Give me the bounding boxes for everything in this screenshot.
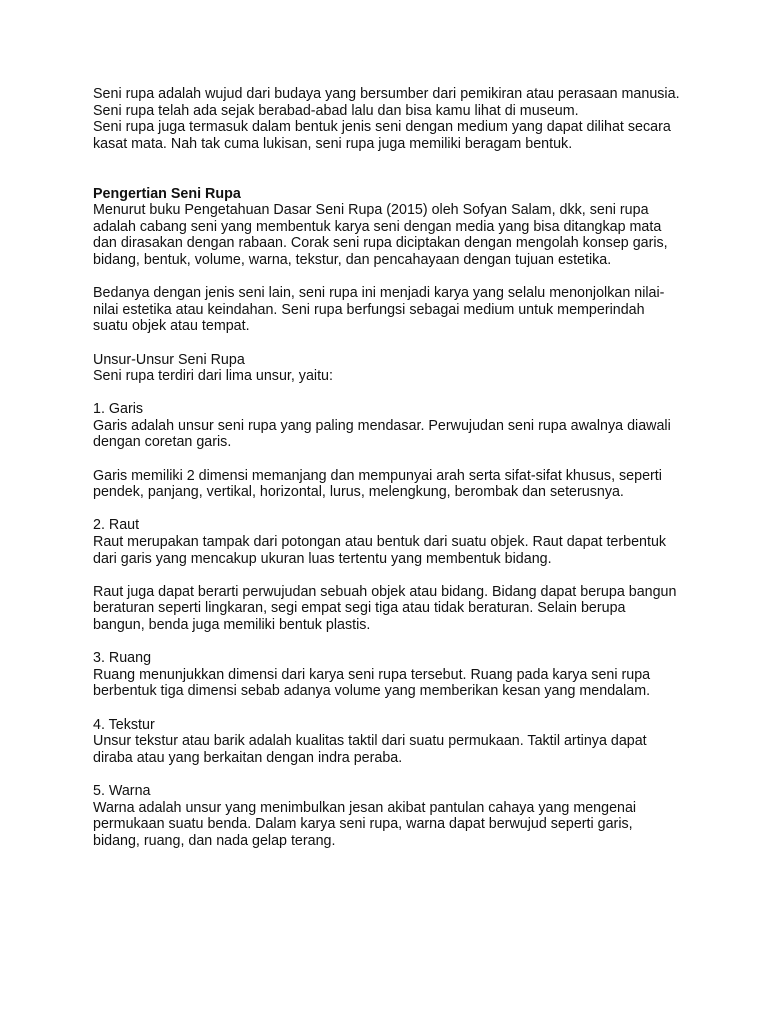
text-line: Garis adalah unsur seni rupa yang paling mendasar. Perwujudan seni rupa awalnya diawali [93, 417, 671, 434]
text-line: adalah cabang seni yang membentuk karya seni dengan media yang bisa ditangkap mata [93, 218, 662, 235]
text-line: kasat mata. Nah tak cuma lukisan, seni rupa juga memiliki beragam bentuk. [93, 135, 573, 152]
document-body [93, 86, 693, 849]
item-heading-garis: 1. Garis [93, 401, 144, 418]
text-line: Warna adalah unsur yang menimbulkan jesan akibat pantulan cahaya yang mengenai [93, 799, 637, 816]
text-line: Seni rupa adalah wujud dari budaya yang bersumber dari pemikiran atau perasaan manusia. [93, 86, 680, 102]
item-heading-ruang: 3. Ruang [93, 650, 152, 667]
text-line: Seni rupa juga termasuk dalam bentuk jenis seni dengan medium yang dapat dilihat secara [93, 119, 671, 136]
text-line: Unsur tekstur atau barik adalah kualitas taktil dari suatu permukaan. Taktil artinya dapat [93, 733, 647, 750]
section-heading-pengertian: Pengertian Seni Rupa [93, 185, 241, 202]
text-line: suatu objek atau tempat. [93, 318, 250, 335]
text-line: Raut merupakan tampak dari potongan atau bentuk dari suatu objek. Raut dapat terbentuk [93, 534, 667, 551]
text-line: bidang, ruang, dan nada gelap terang. [93, 832, 336, 849]
text-line: permukaan suatu benda. Dalam karya seni rupa, warna dapat berwujud seperti garis, [93, 816, 633, 833]
text-line: dari garis yang mencakup ukuran luas tertentu yang membentuk bidang. [93, 550, 552, 567]
garis-paragraph-2 [93, 468, 693, 501]
raut-paragraph-2 [93, 584, 693, 634]
difference-paragraph [93, 285, 693, 335]
item-heading-tekstur: 4. Tekstur [93, 716, 155, 733]
item-heading-warna: 5. Warna [93, 782, 151, 799]
text-line: berbentuk tiga dimensi sebab adanya volume yang memberikan kesan yang mendalam. [93, 683, 651, 700]
text-line: beraturan seperti lingkaran, segi empat segi tiga atau tidak beraturan. Selain berupa [93, 600, 626, 617]
raut-paragraph-1 [93, 534, 693, 567]
item-heading-raut: 2. Raut [93, 517, 140, 534]
elements-intro: Seni rupa terdiri dari lima unsur, yaitu: [93, 368, 333, 385]
text-line: Menurut buku Pengetahuan Dasar Seni Rupa (2015) oleh Sofyan Salam, dkk, seni rupa [93, 202, 649, 219]
section-heading-unsur: Unsur-Unsur Seni Rupa [93, 351, 245, 368]
warna-paragraph [93, 800, 693, 850]
intro-paragraph [93, 86, 693, 152]
text-line: bangun, benda juga memiliki bentuk plastis. [93, 617, 371, 633]
ruang-paragraph [93, 667, 693, 700]
garis-paragraph-1 [93, 418, 693, 451]
text-line: dengan coretan garis. [93, 434, 232, 451]
text-line: bidang, bentuk, volume, warna, tekstur, dan pencahayaan dengan tujuan estetika. [93, 251, 612, 268]
text-line: pendek, panjang, vertikal, horizontal, lurus, melengkung, berombak dan seterusnya. [93, 484, 624, 501]
text-line: diraba atau yang berkaitan dengan indra peraba. [93, 749, 403, 766]
text-line: Ruang menunjukkan dimensi dari karya seni rupa tersebut. Ruang pada karya seni rupa [93, 666, 651, 683]
definition-paragraph [93, 202, 693, 268]
text-line: Bedanya dengan jenis seni lain, seni rupa ini menjadi karya yang selalu menonjolkan nilai- [93, 285, 665, 302]
text-line: nilai estetika atau keindahan. Seni rupa berfungsi sebagai medium untuk memperindah [93, 301, 645, 318]
tekstur-paragraph [93, 733, 693, 766]
text-line: Raut juga dapat berarti perwujudan sebuah objek atau bidang. Bidang dapat berupa bangun [93, 583, 677, 600]
text-line: Garis memiliki 2 dimensi memanjang dan mempunyai arah serta sifat-sifat khusus, seperti [93, 467, 662, 484]
text-line: Seni rupa telah ada sejak berabad-abad lalu dan bisa kamu lihat di museum. [93, 102, 579, 119]
text-line: dan dirasakan dengan rabaan. Corak seni rupa diciptakan dengan mengolah konsep garis, [93, 235, 668, 252]
